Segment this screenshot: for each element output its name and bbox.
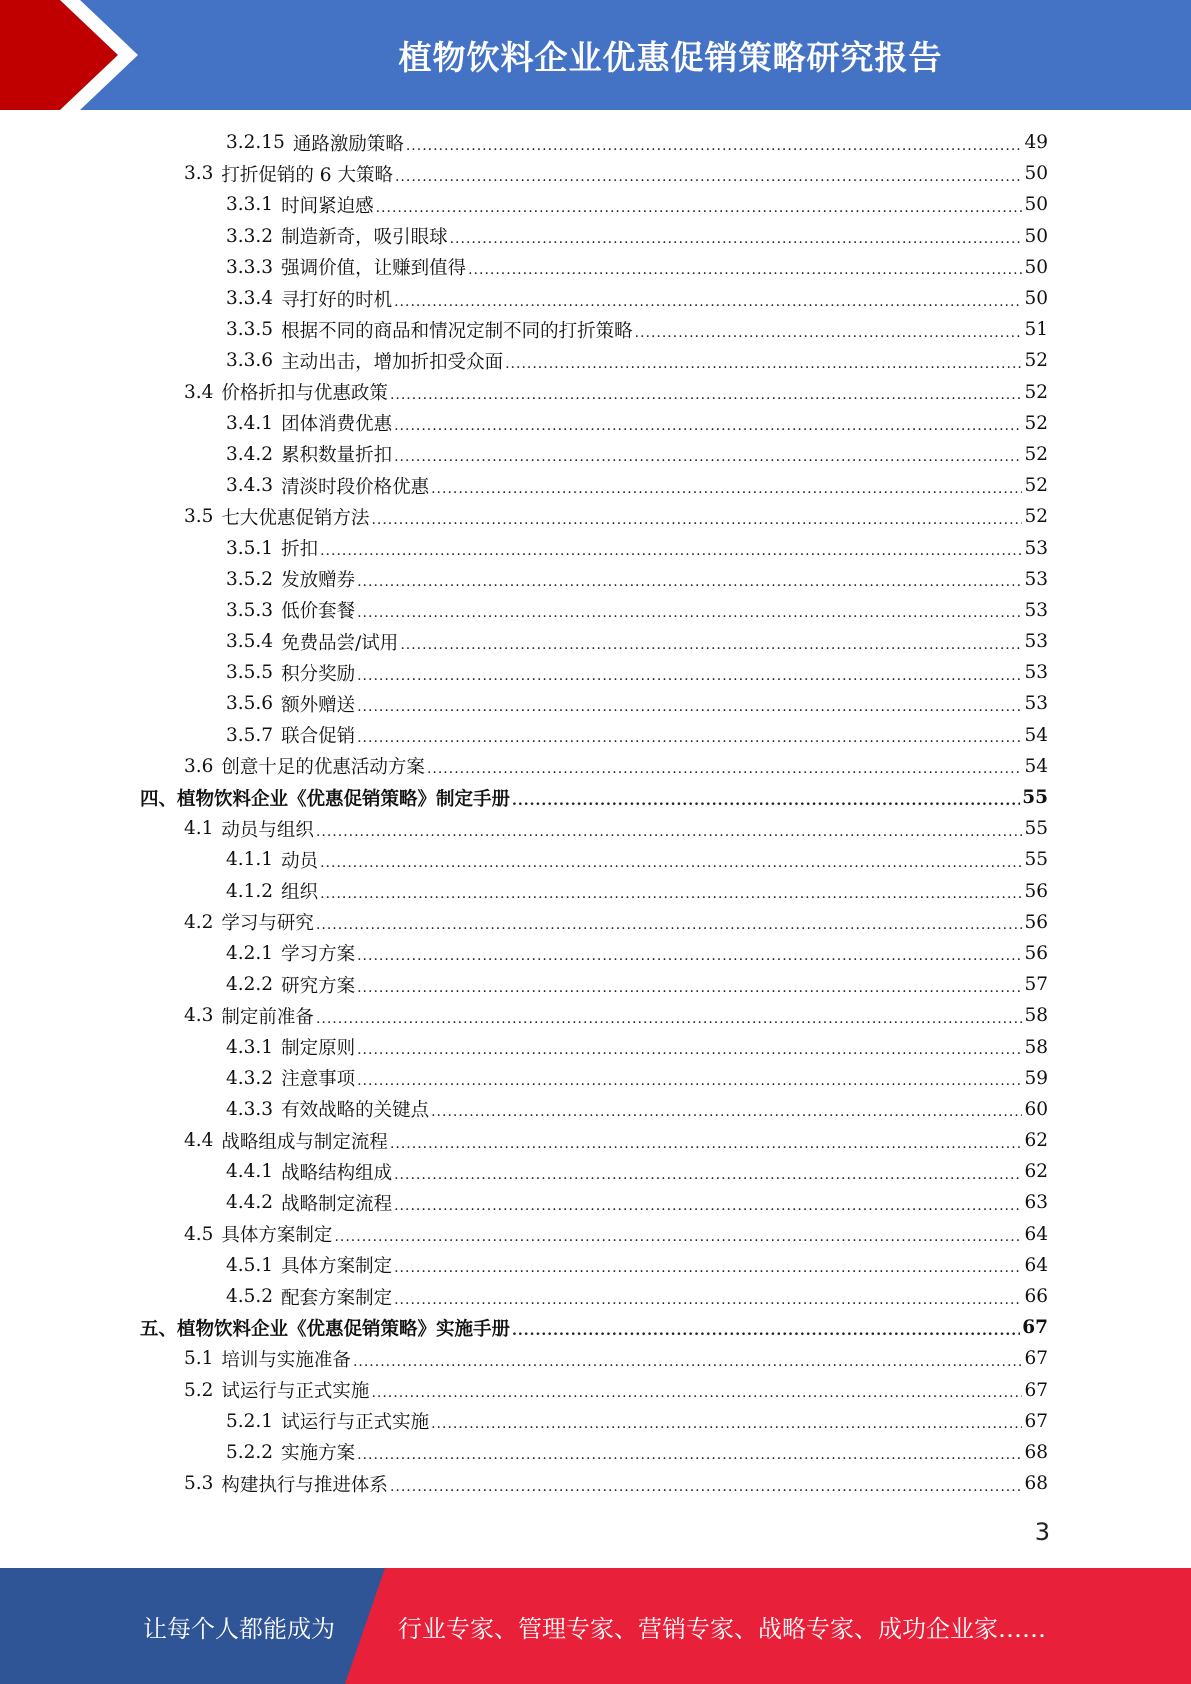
toc-dot-leader: [431, 1105, 1022, 1119]
toc-entry-page: 58: [1024, 1005, 1048, 1027]
toc-entry-page: 67: [1024, 1348, 1048, 1370]
toc-entry-title: 具体方案制定: [281, 1256, 393, 1278]
toc-entry-page: 52: [1024, 506, 1048, 528]
report-title: 植物饮料企业优惠促销策略研究报告: [398, 37, 943, 77]
toc-entry-title: 动员与组织: [221, 819, 314, 841]
toc-dot-leader: [394, 419, 1022, 433]
toc-entry-page: 56: [1024, 911, 1048, 933]
toc-entry-title: 有效战略的关键点: [281, 1100, 430, 1122]
toc-entry-title: 价格折扣与优惠政策: [221, 383, 388, 405]
toc-entry-number: 4.3.1: [226, 1036, 274, 1058]
toc-entry-page: 64: [1024, 1223, 1048, 1245]
toc-entry[interactable]: [140, 844, 1048, 875]
toc-dot-leader: [353, 1355, 1023, 1369]
toc-dot-leader: [427, 762, 1023, 776]
toc-entry-number: 4.4.2: [226, 1192, 274, 1214]
toc-entry[interactable]: [140, 876, 1048, 907]
toc-entry[interactable]: [140, 189, 1048, 220]
toc-entry-title: 制定前准备: [221, 1006, 314, 1028]
toc-entry-title: 创意十足的优惠活动方案: [221, 757, 425, 779]
toc-entry-page: 53: [1024, 537, 1048, 559]
toc-entry-page: 53: [1024, 631, 1048, 653]
toc-dot-leader: [320, 544, 1022, 558]
toc-dot-leader: [357, 1043, 1022, 1057]
toc-entry-title: 组织: [281, 882, 319, 904]
toc-entry-title: 战略结构组成: [281, 1162, 393, 1184]
toc-entry[interactable]: [140, 1250, 1048, 1281]
toc-entry-title: 动员: [281, 850, 319, 872]
toc-entry-number: 3.5.1: [226, 537, 274, 559]
toc-entry-title: 试运行与正式实施: [221, 1381, 370, 1403]
page-footer: [0, 1568, 1191, 1684]
toc-entry-number: 4.3: [184, 1005, 214, 1027]
toc-dot-leader: [371, 1386, 1022, 1400]
toc-entry-page: 53: [1024, 568, 1048, 590]
toc-entry-number: 4.2: [184, 911, 214, 933]
toc-entry-page: 68: [1024, 1473, 1048, 1495]
toc-dot-leader: [357, 949, 1022, 963]
toc-entry[interactable]: [140, 1468, 1048, 1499]
toc-entry-page: 52: [1024, 443, 1048, 465]
footer-slogan-right: 行业专家、管理专家、营销专家、战略专家、成功企业家……: [398, 1614, 1046, 1643]
toc-entry-page: 67: [1024, 1379, 1048, 1401]
toc-entry-page: 63: [1024, 1192, 1048, 1214]
toc-entry-number: 3.3.3: [226, 256, 274, 278]
toc-entry-title: 寻打好的时机: [281, 289, 393, 311]
toc-dot-leader: [316, 825, 1023, 839]
toc-dot-leader: [406, 139, 1023, 153]
toc-entry-title: 折扣: [281, 539, 319, 561]
toc-entry[interactable]: [140, 408, 1048, 439]
toc-dot-leader: [395, 170, 1022, 184]
toc-entry-page: 50: [1024, 163, 1048, 185]
toc-entry-number: 4.5.2: [226, 1286, 274, 1308]
toc-entry-page: 60: [1024, 1098, 1048, 1120]
page-header: [0, 0, 1191, 110]
toc-dot-leader: [357, 575, 1022, 589]
toc-entry-number: 4.4: [184, 1130, 214, 1152]
toc-entry-number: 4.2.1: [226, 942, 274, 964]
toc-entry[interactable]: [140, 1031, 1048, 1062]
toc-entry-title: 发放赠券: [281, 570, 356, 592]
toc-entry-title: 额外赠送: [281, 694, 356, 716]
toc-entry-page: 53: [1024, 599, 1048, 621]
toc-entry[interactable]: [140, 595, 1048, 626]
toc-entry[interactable]: [140, 470, 1048, 501]
toc-entry-page: 53: [1024, 693, 1048, 715]
toc-entry[interactable]: [140, 158, 1048, 189]
toc-dot-leader: [320, 856, 1022, 870]
toc-entry-page: 54: [1024, 755, 1048, 777]
toc-entry[interactable]: [140, 1187, 1048, 1218]
toc-entry-title: 制造新奇，吸引眼球: [281, 227, 448, 249]
toc-entry-title: 累积数量折扣: [281, 445, 393, 467]
toc-entry-page: 52: [1024, 412, 1048, 434]
toc-entry-page: 57: [1024, 974, 1048, 996]
toc-dot-leader: [376, 201, 1023, 215]
toc-entry[interactable]: [140, 1406, 1048, 1437]
toc-entry-number: 4.3.3: [226, 1098, 274, 1120]
toc-entry-title: 构建执行与推进体系: [221, 1474, 388, 1496]
toc-dot-leader: [316, 918, 1023, 932]
toc-entry[interactable]: [140, 1156, 1048, 1187]
toc-entry-page: 55: [1024, 818, 1048, 840]
toc-entry-title: 五、植物饮料企业《优惠促销策略》实施手册: [140, 1318, 511, 1340]
toc-entry-number: 3.3.1: [226, 194, 274, 216]
toc-entry-page: 56: [1024, 880, 1048, 902]
table-of-contents: [140, 127, 1048, 1499]
toc-entry[interactable]: [140, 1063, 1048, 1094]
toc-dot-leader: [357, 731, 1022, 745]
toc-entry[interactable]: [140, 314, 1048, 345]
toc-entry-number: 3.2.15: [226, 132, 285, 154]
toc-entry-page: 55: [1022, 787, 1048, 809]
toc-entry[interactable]: [140, 283, 1048, 314]
toc-entry-title: 打折促销的 6 大策略: [221, 164, 393, 186]
header-arrow-icon: [0, 0, 150, 110]
toc-entry-title: 制定原则: [281, 1038, 356, 1060]
toc-entry-number: 5.2.1: [226, 1410, 274, 1432]
toc-dot-leader: [512, 1324, 1020, 1338]
toc-dot-leader: [357, 700, 1022, 714]
toc-entry-title: 学习与研究: [221, 913, 314, 935]
toc-entry-title: 团体消费优惠: [281, 414, 393, 436]
toc-dot-leader: [390, 1480, 1023, 1494]
toc-dot-leader: [371, 513, 1022, 527]
toc-entry-page: 53: [1024, 662, 1048, 684]
toc-entry-title: 培训与实施准备: [221, 1349, 351, 1371]
toc-entry-number: 3.3.4: [226, 288, 274, 310]
toc-entry-number: 3.5.3: [226, 599, 274, 621]
toc-entry[interactable]: [140, 751, 1048, 782]
toc-entry-number: 4.3.2: [226, 1067, 274, 1089]
toc-dot-leader: [394, 295, 1022, 309]
toc-entry-number: 5.2: [184, 1379, 214, 1401]
toc-dot-leader: [316, 1012, 1023, 1026]
toc-entry-number: 3.3.6: [226, 350, 274, 372]
toc-entry[interactable]: [140, 657, 1048, 688]
toc-entry-number: 3.4.1: [226, 412, 274, 434]
toc-entry-number: 3.5: [184, 506, 214, 528]
toc-entry[interactable]: [140, 1312, 1048, 1343]
toc-entry-number: 5.2.2: [226, 1441, 274, 1463]
toc-entry-number: 3.3.5: [226, 319, 274, 341]
toc-dot-leader: [505, 357, 1022, 371]
toc-entry[interactable]: [140, 1343, 1048, 1374]
toc-entry-page: 50: [1024, 288, 1048, 310]
toc-entry-title: 联合促销: [281, 726, 356, 748]
toc-entry-title: 试运行与正式实施: [281, 1412, 430, 1434]
toc-entry[interactable]: [140, 532, 1048, 563]
toc-dot-leader: [357, 606, 1022, 620]
toc-dot-leader: [357, 669, 1022, 683]
toc-dot-leader: [394, 1168, 1022, 1182]
toc-entry[interactable]: [140, 501, 1048, 532]
toc-dot-leader: [400, 638, 1022, 652]
page-number: 3: [1034, 1518, 1050, 1546]
toc-dot-leader: [394, 1199, 1022, 1213]
toc-entry[interactable]: [140, 1437, 1048, 1468]
toc-entry-title: 主动出击，增加折扣受众面: [281, 351, 504, 373]
toc-dot-leader: [512, 794, 1020, 808]
toc-entry-page: 50: [1024, 256, 1048, 278]
toc-entry-page: 52: [1024, 350, 1048, 372]
toc-entry-number: 4.1: [184, 818, 214, 840]
toc-entry-page: 58: [1024, 1036, 1048, 1058]
toc-entry-title: 时间紧迫感: [281, 195, 374, 217]
toc-dot-leader: [394, 1293, 1022, 1307]
toc-entry[interactable]: [140, 1125, 1048, 1156]
toc-entry-title: 具体方案制定: [221, 1225, 333, 1247]
toc-entry-title: 学习方案: [281, 944, 356, 966]
toc-entry-title: 七大优惠促销方法: [221, 507, 370, 529]
toc-entry-title: 通路激励策略: [292, 133, 404, 155]
toc-entry-number: 4.1.2: [226, 880, 274, 902]
toc-entry[interactable]: [140, 1281, 1048, 1312]
toc-entry[interactable]: [140, 221, 1048, 252]
toc-dot-leader: [450, 232, 1023, 246]
toc-entry[interactable]: [140, 782, 1048, 813]
toc-entry-title: 根据不同的商品和情况定制不同的打折策略: [281, 320, 633, 342]
toc-dot-leader: [390, 1137, 1023, 1151]
toc-dot-leader: [320, 887, 1022, 901]
toc-dot-leader: [357, 1074, 1022, 1088]
toc-entry-page: 52: [1024, 381, 1048, 403]
toc-entry[interactable]: [140, 938, 1048, 969]
toc-entry-page: 56: [1024, 942, 1048, 964]
toc-dot-leader: [431, 482, 1022, 496]
toc-entry-page: 64: [1024, 1254, 1048, 1276]
toc-entry-number: 4.5.1: [226, 1254, 274, 1276]
toc-entry-number: 3.5.4: [226, 631, 274, 653]
toc-entry[interactable]: [140, 720, 1048, 751]
toc-entry-title: 低价套餐: [281, 601, 356, 623]
toc-dot-leader: [394, 1261, 1022, 1275]
toc-entry-number: 3.3.2: [226, 225, 274, 247]
toc-entry-page: 66: [1024, 1286, 1048, 1308]
toc-entry-number: 3.6: [184, 755, 214, 777]
toc-entry[interactable]: [140, 907, 1048, 938]
toc-entry[interactable]: [140, 439, 1048, 470]
toc-entry-number: 3.5.2: [226, 568, 274, 590]
toc-entry-page: 49: [1024, 132, 1048, 154]
toc-entry-title: 研究方案: [281, 975, 356, 997]
toc-dot-leader: [390, 388, 1023, 402]
toc-entry-number: 3.5.7: [226, 724, 274, 746]
toc-entry-page: 54: [1024, 724, 1048, 746]
toc-entry-number: 3.5.5: [226, 662, 274, 684]
toc-entry-page: 67: [1024, 1410, 1048, 1432]
toc-entry-number: 4.1.1: [226, 849, 274, 871]
toc-entry-page: 59: [1024, 1067, 1048, 1089]
toc-entry[interactable]: [140, 1094, 1048, 1125]
toc-dot-leader: [468, 263, 1022, 277]
toc-entry[interactable]: [140, 688, 1048, 719]
footer-slogan-left: 让每个人都能成为: [143, 1614, 335, 1643]
toc-entry[interactable]: [140, 969, 1048, 1000]
toc-dot-leader: [431, 1417, 1022, 1431]
toc-entry[interactable]: [140, 345, 1048, 376]
toc-entry-page: 62: [1024, 1161, 1048, 1183]
toc-entry-title: 积分奖励: [281, 663, 356, 685]
toc-entry[interactable]: [140, 377, 1048, 408]
toc-entry-page: 50: [1024, 194, 1048, 216]
toc-entry-title: 配套方案制定: [281, 1287, 393, 1309]
toc-entry-page: 52: [1024, 475, 1048, 497]
toc-entry-page: 62: [1024, 1130, 1048, 1152]
toc-entry-title: 战略组成与制定流程: [221, 1131, 388, 1153]
toc-entry-page: 68: [1024, 1441, 1048, 1463]
toc-entry-title: 清淡时段价格优惠: [281, 476, 430, 498]
toc-entry-title: 战略制定流程: [281, 1193, 393, 1215]
toc-entry[interactable]: [140, 252, 1048, 283]
toc-dot-leader: [635, 326, 1023, 340]
toc-entry-title: 免费品尝/试用: [281, 632, 399, 654]
toc-entry-number: 5.1: [184, 1348, 214, 1370]
toc-entry-number: 3.3: [184, 163, 214, 185]
toc-dot-leader: [394, 450, 1022, 464]
toc-entry-title: 强调价值，让赚到值得: [281, 258, 467, 280]
toc-entry-number: 4.2.2: [226, 974, 274, 996]
toc-entry[interactable]: [140, 564, 1048, 595]
toc-entry-page: 55: [1024, 849, 1048, 871]
toc-entry[interactable]: [140, 127, 1048, 158]
toc-entry-page: 50: [1024, 225, 1048, 247]
toc-dot-leader: [357, 1448, 1022, 1462]
toc-entry-title: 注意事项: [281, 1069, 356, 1091]
toc-entry-number: 4.5: [184, 1223, 214, 1245]
toc-entry-number: 3.4.3: [226, 475, 274, 497]
toc-entry[interactable]: [140, 1375, 1048, 1406]
toc-entry-number: 3.4: [184, 381, 214, 403]
toc-entry-number: 5.3: [184, 1473, 214, 1495]
toc-dot-leader: [357, 981, 1022, 995]
toc-entry-page: 51: [1024, 319, 1048, 341]
toc-entry[interactable]: [140, 1000, 1048, 1031]
toc-entry-title: 四、植物饮料企业《优惠促销策略》制定手册: [140, 788, 511, 810]
toc-entry-number: 4.4.1: [226, 1161, 274, 1183]
toc-entry[interactable]: [140, 813, 1048, 844]
toc-entry[interactable]: [140, 1219, 1048, 1250]
toc-entry-page: 67: [1022, 1317, 1048, 1339]
toc-dot-leader: [334, 1230, 1022, 1244]
toc-entry[interactable]: [140, 626, 1048, 657]
toc-entry-number: 3.5.6: [226, 693, 274, 715]
toc-entry-title: 实施方案: [281, 1443, 356, 1465]
toc-entry-number: 3.4.2: [226, 443, 274, 465]
